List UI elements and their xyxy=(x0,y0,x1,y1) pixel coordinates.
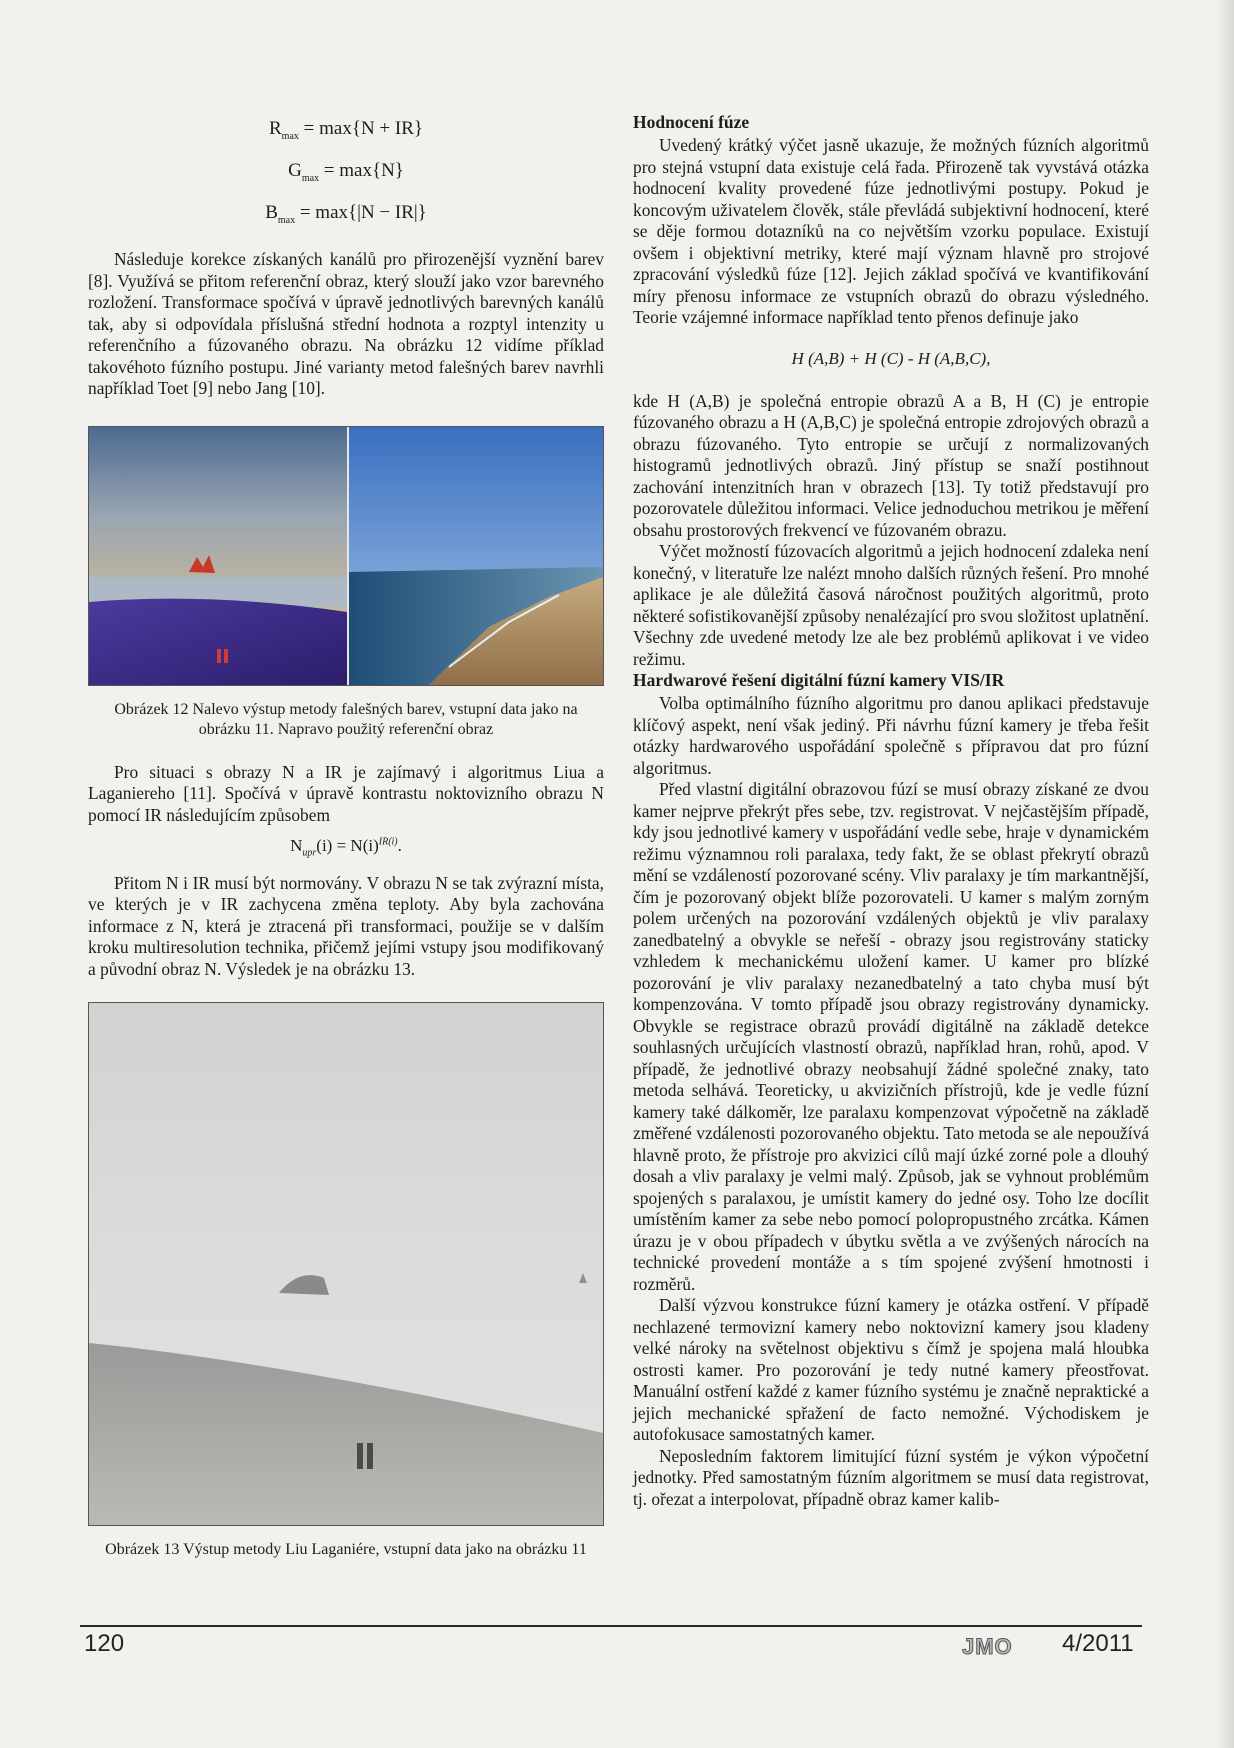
false-color-person-2 xyxy=(224,649,228,663)
issue-number: 4/2011 xyxy=(1062,1630,1134,1657)
right-paragraph-4: Volba optimálního fúzního algoritmu pro danou aplikaci představuje klíčový aspekt, není však jediný. Při návrhu fúzní kamery je třeba řešit otázky hardwarového uspořádání společně s přípravou dat pro fúzní algoritmus. xyxy=(633,693,1149,778)
equation-g-max: $G_{max} = \max\{N\}$ xyxy=(288,159,404,184)
color-channel-equations xyxy=(88,112,604,237)
left-column xyxy=(88,112,604,1560)
left-paragraph-2: Pro situaci s obrazy N a IR je zajímavý i algoritmus Liua a Laganiereho [11]. Spočívá v úpravě kontrastu noktovizního obrazu N pomocí IR následujícím způsobem xyxy=(88,761,604,825)
figure-12-divider xyxy=(347,427,349,685)
figure-12-caption: Obrázek 12 Nalevo výstup metody falešných barev, vstupní data jako na obrázku 11. Napravo použitý referenční obraz xyxy=(114,700,578,738)
fused-person-1 xyxy=(357,1443,363,1469)
figure-13-image xyxy=(89,1003,603,1525)
right-column xyxy=(633,112,1149,1510)
section-heading-hardware: Hardwarové řešení digitální fúzní kamery VIS/IR xyxy=(633,670,1005,690)
figure-13-caption: Obrázek 13 Výstup metody Liu Laganiére, vstupní data jako na obrázku 11 xyxy=(105,1541,587,1559)
left-paragraph-3: Přitom N i IR musí být normovány. V obrazu N se tak zvýrazní místa, ve kterých je v IR zachycena změna teploty. Aby byla zachována informace z N, která je ztracená při transformaci, použije se v dalším kroku multiresolution technika, přičemž jejími vstupy jsou modifikovaný a původní obraz N. Výsledek je na obrázku 13. xyxy=(88,872,604,979)
section-heading-fusion-evaluation: Hodnocení fúze xyxy=(633,112,750,132)
page-number: 120 xyxy=(84,1630,125,1657)
false-color-shore xyxy=(89,599,347,685)
right-paragraph-6: Další výzvou konstrukce fúzní kamery je otázka ostření. V případě nechlazené termovizní kamery nebo noktovizní kamery jsou kladeny velké nároky na světelnost objektivu s čímž je spojena malá hloubka ostrosti kamer. Pro pozorování je tedy nutné kamery přeostřovat. Manuální ostření každé z kamer fúzního systému je značně nepraktické a jejich mechanické spřažení de facto nemožné. Východiskem je autofokusace samostatných kamer. xyxy=(633,1295,1149,1444)
figure-12-images xyxy=(89,427,603,685)
figure-13 xyxy=(88,1002,604,1526)
right-paragraph-1: Uvedený krátký výčet jasně ukazuje, že možných fúzních algoritmů pro stejná vstupní data existuje celá řada. Přirozeně tak vyvstává otázka hodnocení kvality provedené fúze jednotlivými postupy. Pokud je koncovým uživatelem člověk, stále převládá subjektivní hodnocení, které se děje formou dotazníků na co největším vzorku populace. Existují ovšem i objektivní metriky, které mají význam hlavně pro strojové zpracování výsledků fúze [12]. Jejich základ spočívá ve kvantifikování míry přenosu informace ze vstupních obrazů do obrazu výsledného. Teorie vzájemné informace například tento přenos definuje jako xyxy=(633,135,1149,327)
equation-b-max: $B_{max} = \max\{|N - IR|\}$ xyxy=(265,201,427,226)
figure-12 xyxy=(88,426,604,686)
right-paragraph-2: kde H (A,B) je společná entropie obrazů A a B, H (C) je entropie fúzovaného obrazu a H (A,B,C) je společná entropie zdrojových obrazů a obrazu fúzovaného. Tyto entropie se určují z normalizovaných histogramů jednotlivých obrazů. Jiný přístup se snaží postihnout zachování intenzitních hran v obrazech [13]. Ty totiž představují pro pozorovatele důležitou informaci. Velice jednoduchou metrikou je měření obsahu prostorových frekvencí ve fúzovaném obrazu. xyxy=(633,390,1149,540)
right-paragraph-5: Před vlastní digitální obrazovou fúzí se musí obrazy získané ze dvou kamer nejprve překrýt přes sebe, tzv. registrovat. V nejčastějším případě, kdy jsou jednotlivé kamery v uspořádání vedle sebe, hraje v dynamickém režimu významnou roli paralaxa, tedy fakt, že se oblast překrytí obrazů mění se vzdáleností pozorované scény. Vliv paralaxy je tím markantnější, čím je pozorovaný objekt blíže pozorovateli. U kamer s malým zorným polem určených na pozorování vzdálených objektů je vliv paralaxy zanedbatelný a obvykle se neřeší - obrazy jsou registrovány staticky vzhledem k mechanickému uložení kamer. U kamer pro blízké pozorování je vliv paralaxy nezanedbatelný a tato chyba musí být kompenzována. V tomto případě jsou obrazy registrovány dynamicky. Obvykle se registrace obrazů provádí digitálně na základě detekce souhlasných určujících vlastností obrazů, například hran, rohů, apod. V případě, že jednotlivé obrazy neobsahují žádné společné znaky, tato metoda selhává. Teoreticky, u akvizičních přístrojů, kde je vedle fúzní kamery také dálkoměr, lze paralaxu kompenzovat výpočetně na základě změřené vzdálenosti pozorovaného objektu. Tato metoda se ale nepoužívá hlavně proto, že přístroje pro akvizici cílů mají úzké zorné pole a dlouhý dosah a vliv paralaxy je velmi malý. Způsob, jak se vyhnout problémům spojených s paralaxou, je umístit kamery do jedné osy. Toho lze docílit umístěním kamer za sebe nebo pomocí polopropustného zrcátka. Kámen úrazu je v obou případech v úbytku světla a ve zvýšených nárocích na technické provedení montáže a s tím spojené zvýšení hmotnosti i rozměrů. xyxy=(633,779,1149,1294)
page-edge-shadow xyxy=(1216,0,1234,1748)
mutual-information-equation: H (A,B) + H (C) - H (A,B,C), xyxy=(791,348,991,368)
false-color-person-1 xyxy=(217,649,221,663)
equation-r-max: $R_{max} = \max\{N + IR\}$ xyxy=(268,118,423,142)
footer-rule xyxy=(80,1625,1142,1627)
journal-logo: JMO xyxy=(962,1634,1013,1659)
right-paragraph-7: Neposledním faktorem limitující fúzní systém je výkon výpočetní jednotky. Před samostatným fúzním algoritmem se musí data registrovat, tj. ořezat a interpolovat, případně obraz kamer kalib- xyxy=(633,1445,1149,1509)
right-paragraph-3: Výčet možností fúzovacích algoritmů a jejich hodnocení zdaleka není konečný, v literatuře lze nalézt mnoho dalších různých řešení. Pro mnohé aplikace je ale důležitá časová náročnost použitých algoritmů, proto některé sofistikovanější způsoby nenalézající pro svou složitost uplatnění. Všechny zde uvedené metody lze ale bez problémů aplikovat i ve video režimu. xyxy=(633,541,1149,669)
fused-person-2 xyxy=(367,1443,373,1469)
left-paragraph-1: Následuje korekce získaných kanálů pro přirozenější vyznění barev [8]. Využívá se přitom referenční obraz, který slouží jako vzor barevného rozložení. Transformace spočívá v úpravě jednotlivých barevných kanálů tak, aby si odpovídala příslušná střední hodnota a rozptyl intenzity u referenčního a fúzovaného obrazu. Na obrázku 12 vidíme příklad takovéhoto fúzního postupu. Jiné varianty metod falešných barev navrhli například Toet [9] nebo Jang [10]. xyxy=(88,249,604,399)
liu-laganiere-equation: $N_{upr}(i) = N(i)^{IR(i)}$. xyxy=(290,836,402,859)
